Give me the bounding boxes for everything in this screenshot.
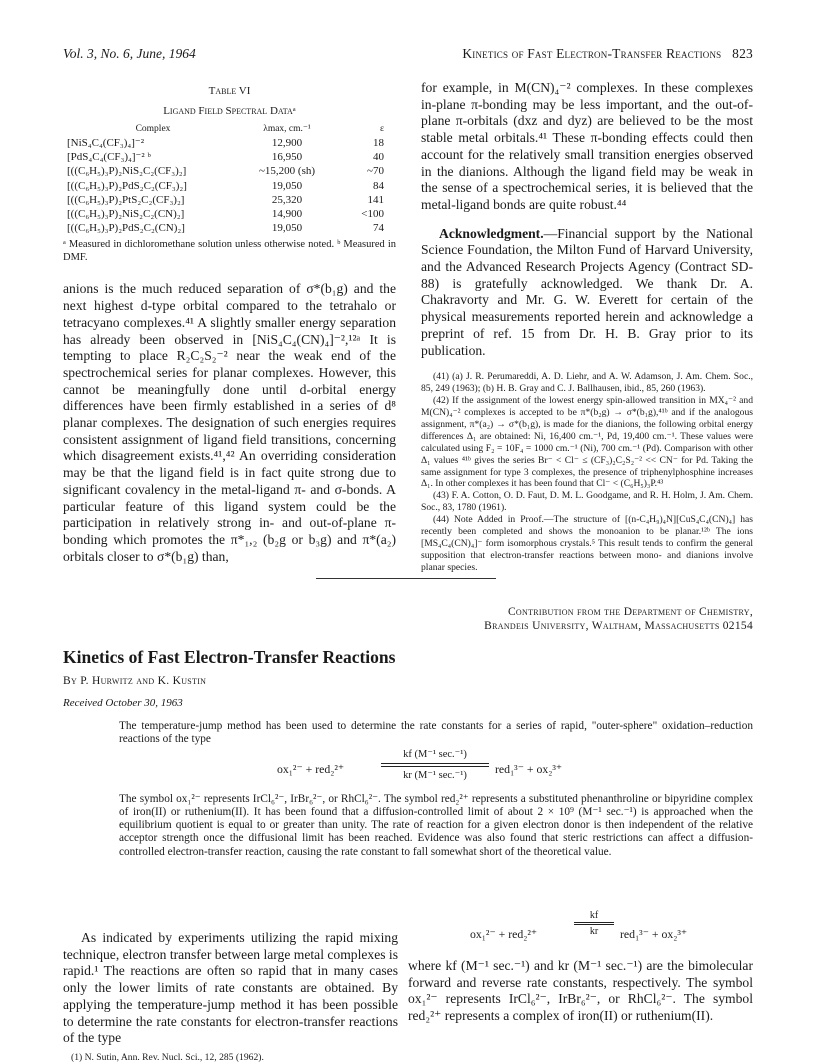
- table-cell: [((C₆H₅)₃P)₂PtS₂C₂(CF₃)₂]: [67, 193, 185, 206]
- table-cell: 84: [373, 179, 384, 192]
- abstract-paragraph: The symbol ox₁²⁻ represents IrCl₆²⁻, IrBr₆²⁻, or RhCl₆²⁻. The symbol red₂²⁺ represents a substituted phenanthroline or bipyridine complex of iron(II) or ruthenium(II). It has been found that a diffusion-controlled limit of about 2 × 10⁹ (M⁻¹ sec.⁻¹) is approached when the equilibrium quotient is equal to or greater than unity. The rate of reaction for a given electron donor is then independent of the relative acceptor strength once the diffusional limit has been reached. Evidence was also found that steric restrictions can affect a diffusion-controlled electron-transfer reaction, causing the rate constant to fall somewhat short of the theoretical value.: [119, 792, 753, 858]
- table-cell: [NiS₄C₄(CF₃)₄]⁻²: [67, 137, 145, 149]
- left-column: [63, 84, 396, 565]
- forward-arrow: [381, 763, 489, 764]
- forward-rate-label: kf (M⁻¹ sec.⁻¹): [403, 748, 467, 760]
- column-header: λmax, cm.⁻¹: [263, 124, 311, 134]
- table-row: [63, 164, 396, 178]
- article-title: Kinetics of Fast Electron-Transfer Reactions: [63, 647, 396, 667]
- reverse-arrow: [381, 766, 489, 767]
- body-paragraph: where kf (M⁻¹ sec.⁻¹) and kr (M⁻¹ sec.⁻¹) are the bimolecular forward and reverse rate constants, respectively. The symbol ox₁²⁻ represents IrCl₆²⁻, IrBr₆²⁻, or RhCl₆²⁻. The symbol red₂²⁺ represents a complex of iron(II) or ruthenium(II).: [408, 958, 753, 1024]
- table-cell: [((C₆H₅)₃P)₂NiS₂C₂(CN)₂]: [67, 208, 185, 221]
- running-title: Kinetics of Fast Electron-Transfer Reactions 823: [462, 46, 753, 61]
- table-cell: 19,050: [271, 179, 303, 192]
- table-cell: 40: [373, 151, 384, 164]
- reverse-rate-label: kr (M⁻¹ sec.⁻¹): [403, 769, 467, 781]
- abstract: [119, 720, 753, 859]
- table-row: [63, 221, 396, 235]
- equation-products: red₁³⁻ + ox₂³⁺: [495, 761, 563, 776]
- table-cell: 14,900: [271, 208, 303, 221]
- reference-item: (44) Note Added in Proof.—The structure of [(n-C₄H₉)₄N][CuS₄C₄(CN)₄] has recently been completed and shows the monoanion to be planar.¹²ᵇ The ions [MS₄C₄(CN)₄]⁻ form isomorphous crystals.⁵ This result tends to confirm the general supposition that electron-transfer reactions between mono- and dianions involve planar species.: [421, 514, 753, 573]
- table-cell: 25,320: [271, 193, 303, 206]
- intro-right-column: [408, 912, 753, 1025]
- contribution-institution: Brandeis University, Waltham, Massachusetts 02154: [484, 620, 753, 632]
- section-divider: [316, 578, 496, 579]
- table-cell: 12,900: [271, 137, 303, 149]
- received-date: Received October 30, 1963: [63, 697, 183, 709]
- reference-item: (42) If the assignment of the lowest energy spin-allowed transition in MX₄⁻² and M(CN)₄⁻² complexes is accepted to be π*(b₂g) → σ*(b₁g),⁴¹ᵇ and if the analogous assignment, π*(a₂) → σ*(b₁g), is made for the dianions, the following orbital energy differences Δ₁ are obtained: Ni, 16,400 cm.⁻¹, Pd, 19,400 cm.⁻¹. These values were calculated using F₂ = 10F₄ = 1000 cm.⁻¹ (Ni), 700 cm.⁻¹ (Pd). Comparison with other Δ₁ values ⁴¹ᵇ gives the series Br⁻ < Cl⁻ ≤ (CF₃)₂C₂S₂⁻² << CN⁻ for Pd. Taking the same assignment for type 3 complexes, the presence of triphenylphosphine increases Δ₁. In other complexes it has been found that Cl⁻ < (C₆H₅)₃P.⁴³: [421, 395, 753, 490]
- equilibrium-arrows: [574, 910, 614, 937]
- abstract-paragraph: The temperature-jump method has been used to determine the rate constants for a series of rapid, "outer-sphere" oxidation–reduction reactions of the type: [119, 720, 753, 746]
- reaction-equation: [408, 912, 753, 954]
- table-cell: ~70: [367, 165, 384, 178]
- table-title: Ligand Field Spectral Dataᵃ: [163, 105, 296, 117]
- table-cell: 18: [373, 137, 384, 149]
- equation-products: red₁³⁻ + ox₂³⁺: [620, 927, 688, 941]
- table-cell: 74: [373, 222, 384, 235]
- body-paragraph: As indicated by experiments utilizing the rapid mixing technique, electron transfer between large metal complexes is rapid.¹ The reactions are often so rapid that in many cases only the lower limits of rate constants are obtained. By applying the temperature-jump method it has been possible to determine the rate constants for electron-transfer reactions of the type: [63, 930, 398, 1046]
- equation-reactants: ox₁²⁻ + red₂²⁺: [470, 927, 538, 941]
- contribution-department: Contribution from the Department of Chemistry,: [507, 606, 753, 618]
- table-cell: [((C₆H₅)₃P)₂PdS₂C₂(CF₃)₂]: [67, 179, 187, 192]
- table-cell: [PdS₄C₄(CF₃)₄]⁻² ᵇ: [67, 151, 151, 164]
- reference-item: (43) F. A. Cotton, O. D. Faut, D. M. L. Goodgame, and R. H. Holm, J. Am. Chem. Soc., 83, 1780 (1961).: [421, 490, 753, 514]
- table-row: [63, 150, 396, 164]
- references: [421, 371, 753, 573]
- byline: By P. Hurwitz and K. Kustin: [63, 675, 207, 687]
- column-header: ε: [380, 123, 384, 134]
- table-header-row: [63, 122, 396, 136]
- body-paragraph: for example, in M(CN)₄⁻² complexes. In these complexes in-plane π-bonding may be less important, and the out-of-plane π-orbitals (dxz and dyz) are believed to be the most stable metal orbitals.⁴¹ These π-bonding effects could then account for the relatively small transition energies observed in the dianions. Although the ligand field may be weak in the sense of a spectrochemical series, it is believed that the metal-ligand bonds are quite robust.⁴⁴: [421, 80, 753, 212]
- table-row: [63, 193, 396, 207]
- reaction-equation: [119, 747, 753, 793]
- equation-reactants: ox₁²⁻ + red₂²⁺: [277, 761, 345, 776]
- table-cell: 16,950: [271, 151, 303, 164]
- intro-left-column: [63, 930, 398, 1064]
- acknowledgment-heading: Acknowledgment.: [439, 225, 544, 241]
- contribution-line: [484, 605, 753, 633]
- table-row: [63, 136, 396, 150]
- table-cell: [((C₆H₅)₃P)₂NiS₂C₂(CF₃)₂]: [67, 165, 187, 178]
- reverse-arrow: [574, 924, 614, 925]
- reverse-rate-label: kr: [589, 926, 599, 937]
- table-cell: [((C₆H₅)₃P)₂PdS₂C₂(CN)₂]: [67, 222, 185, 235]
- reference-item: (41) (a) J. R. Perumareddi, A. D. Liehr, and A. W. Adamson, J. Am. Chem. Soc., 85, 249 (1963); (b) H. B. Gray and C. J. Ballhausen, ibid., 85, 260 (1963).: [421, 371, 753, 395]
- table-footnote: ᵃ Measured in dichloromethane solution unless otherwise noted. ᵇ Measured in DMF.: [63, 239, 396, 264]
- table-cell: <100: [361, 208, 384, 221]
- right-column: [421, 80, 753, 574]
- body-paragraph: anions is the much reduced separation of σ*(b₁g) and the next highest d-type orbital compared to the tetrahalo or tetracyano complexes.⁴¹ A slightly smaller energy separation has already been observed in [NiS₄C₄(CN)₄]⁻²,¹²ᵃ It is tempting to place R₂C₂S₂⁻² near the weak end of the spectrochemical series for planar complexes. However, this cannot be meaningfully done until d-orbital energy differences have been firmly established in a series of d⁸ planar complexes. The designation of such energies requires consistent assignment of ligand field transitions, concerning which disagreement exists.⁴¹,⁴² An overriding consideration may be that the ligand field is in fact quite strong due to significant covalency in the metal-ligand π- and σ-bonds. A particular feature of this ligand system could be the participation in relatively strong in- and out-of-plane π-bonding which promotes the π*₁,₂ (b₂g or b₃g) and π*(a₂) orbitals closer to σ*(b₁g) than,: [63, 281, 396, 564]
- table-row: [63, 179, 396, 193]
- running-head: [63, 46, 753, 64]
- footnote: (1) N. Sutin, Ann. Rev. Nucl. Sci., 12, 285 (1962).: [71, 1051, 264, 1063]
- table-cell: 19,050: [271, 222, 303, 235]
- acknowledgment-text: —Financial support by the National Science Foundation, the Milton Fund of Harvard University, and the Advanced Research Projects Agency (Contract SD-88) is gratefully acknowledged. We thank Dr. A. Chakravorty and Mr. G. W. Everett for certain of the physical measurements reported herein and acknowledge a preprint of ref. 15 from Dr. H. B. Gray prior to its publication.: [421, 225, 753, 358]
- table-number: Table VI: [208, 85, 251, 97]
- page-number: 823: [732, 46, 753, 61]
- table-cell: ~15,200 (sh): [258, 165, 316, 178]
- journal-issue: Vol. 3, No. 6, June, 1964: [63, 46, 196, 61]
- table-row: [63, 207, 396, 221]
- table-cell: 141: [367, 193, 384, 206]
- acknowledgment: [421, 226, 753, 360]
- equilibrium-arrows: [381, 748, 489, 783]
- ligand-field-table: [63, 122, 396, 235]
- forward-rate-label: kf: [589, 910, 599, 921]
- forward-arrow: [574, 922, 614, 923]
- column-header: Complex: [135, 123, 171, 134]
